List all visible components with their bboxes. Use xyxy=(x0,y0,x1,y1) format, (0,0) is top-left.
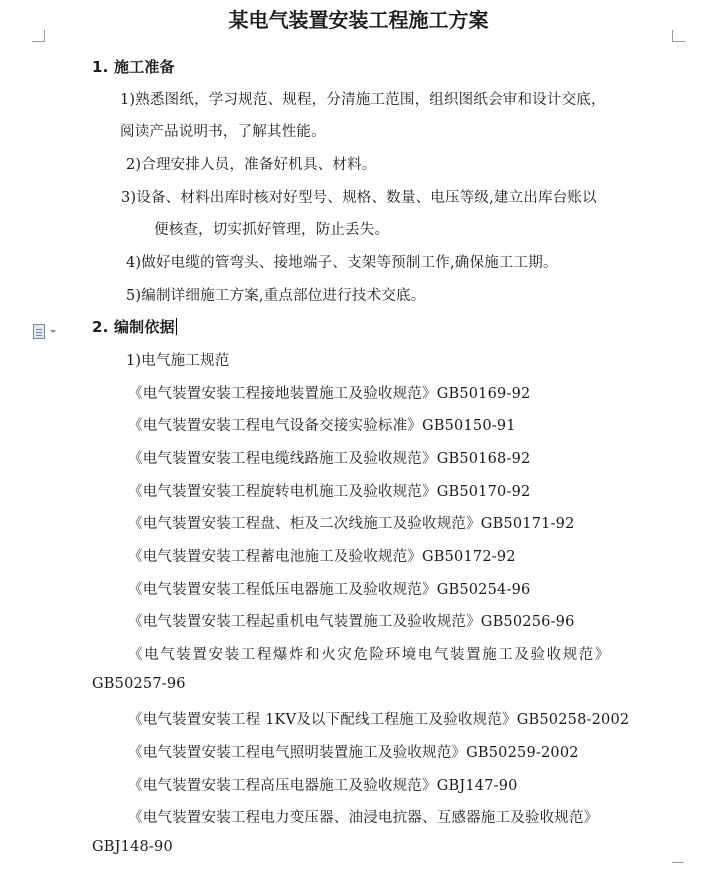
paragraph-options-icon[interactable] xyxy=(33,324,57,338)
paragraph-line: 1)电气施工规范 xyxy=(126,353,230,369)
crop-mark xyxy=(672,862,684,863)
standard-line: 《电气装置安装工程低压电器施工及验收规范》GB50254-96 xyxy=(128,582,531,598)
standard-line: 《电气装置安装工程 1KV及以下配线工程施工及验收规范》GB50258-2002 xyxy=(128,712,630,728)
text-cursor xyxy=(176,318,177,335)
paragraph-line: 4)做好电缆的管弯头、接地端子、支架等预制工作,确保施工工期。 xyxy=(126,255,558,271)
standard-line: 《电气装置安装工程起重机电气装置施工及验收规范》GB50256-96 xyxy=(128,614,575,630)
standard-line: 《电气装置安装工程爆炸和火灾危险环境电气装置施工及验收规范》 xyxy=(128,647,611,663)
standard-line: 《电气装置安装工程电缆线路施工及验收规范》GB50168-92 xyxy=(128,451,531,467)
paragraph-line: 阅读产品说明书，了解其性能。 xyxy=(120,124,326,140)
standard-line: 《电气装置安装工程电气照明装置施工及验收规范》GB50259-2002 xyxy=(128,745,579,761)
standard-line: 《电气装置安装工程旋转电机施工及验收规范》GB50170-92 xyxy=(128,484,531,500)
crop-mark xyxy=(32,41,44,42)
paragraph-line: 3)设备、材料出库时核对好型号、规格、数量、电压等级,建立出库台账以 xyxy=(121,190,597,206)
standard-line: 《电气装置安装工程电力变压器、油浸电抗器、互感器施工及验收规范》 xyxy=(128,810,599,826)
paragraph-line: 1)熟悉图纸，学习规范、规程，分清施工范围，组织图纸会审和设计交底， xyxy=(120,92,606,108)
paragraph-line: 便核查，切实抓好管理，防止丢失。 xyxy=(154,222,390,238)
standard-line: GBJ148-90 xyxy=(92,839,173,855)
paragraph-line: 2)合理安排人员，准备好机具、材料。 xyxy=(126,157,377,173)
standard-line: 《电气装置安装工程接地装置施工及验收规范》GB50169-92 xyxy=(128,386,531,402)
section-heading: 1. 施工准备 xyxy=(92,58,175,76)
standard-line: GB50257-96 xyxy=(92,676,186,692)
standard-line: 《电气装置安装工程电气设备交接实验标准》GB50150-91 xyxy=(128,418,516,434)
document-title: 某电气装置安装工程施工方案 xyxy=(228,8,489,32)
standard-line: 《电气装置安装工程盘、柜及二次线施工及验收规范》GB50171-92 xyxy=(128,516,575,532)
crop-mark xyxy=(673,41,685,42)
paragraph-line: 5)编制详细施工方案,重点部位进行技术交底。 xyxy=(126,288,426,304)
section-heading: 2. 编制依据 xyxy=(92,318,175,336)
standard-line: 《电气装置安装工程蓄电池施工及验收规范》GB50172-92 xyxy=(128,549,516,565)
standard-line: 《电气装置安装工程高压电器施工及验收规范》GBJ147-90 xyxy=(128,778,518,794)
